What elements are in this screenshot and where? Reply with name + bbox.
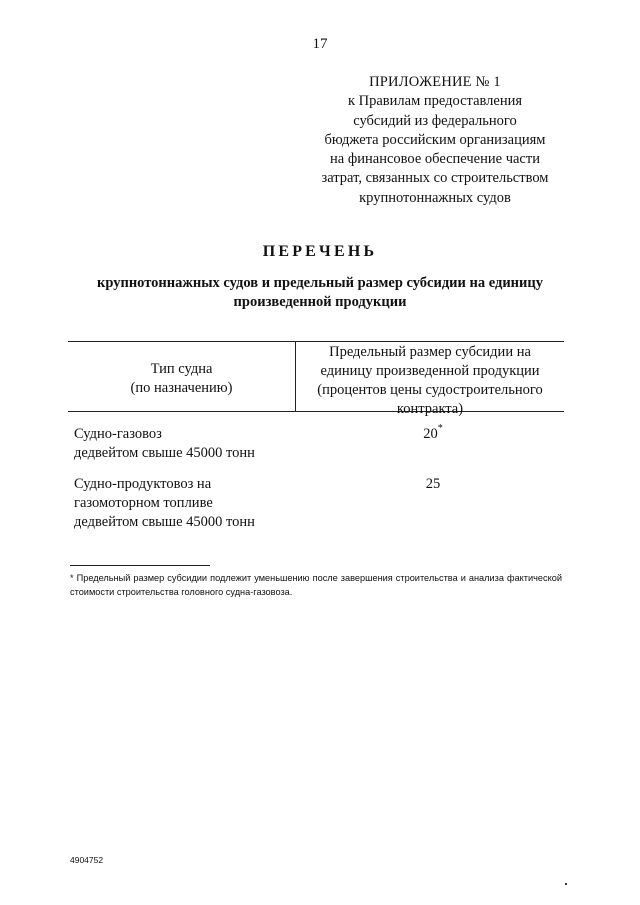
subheading-line: крупнотоннажных судов и предельный размер субсидии на единицу — [96, 275, 543, 291]
table-header — [68, 342, 564, 417]
document-heading: ПЕРЕЧЕНЬ — [262, 243, 378, 260]
header-size-line: контракта) — [396, 401, 464, 417]
row-name-line: газомоторном топливе — [74, 495, 213, 511]
appendix-block — [300, 73, 570, 208]
footnote-divider — [70, 565, 210, 566]
header-type-line: (по назначению) — [130, 379, 233, 396]
row-value-number: 20 — [423, 426, 438, 442]
subheading-line: произведенной продукции — [233, 294, 407, 310]
document-code: 4904752 — [70, 855, 104, 865]
scan-mark — [565, 883, 567, 885]
row-value-number: 25 — [425, 476, 441, 492]
page-number: 17 — [312, 36, 328, 52]
footnote-marker: * — [437, 423, 443, 434]
table-row — [74, 425, 564, 463]
row-vessel-name — [74, 425, 302, 463]
vessel-table — [68, 341, 564, 530]
row-subsidy-value — [302, 425, 564, 463]
row-subsidy-value — [302, 475, 564, 532]
header-type-line: Тип судна — [150, 360, 213, 377]
appendix-line: бюджета российским организациям — [324, 131, 546, 148]
row-name-line: дедвейтом свыше 45000 тонн — [74, 514, 255, 530]
footnote-text: * Предельный размер субсидии подлежит уменьшению после завершения строительства и анализа фактической стоимости строительства головного судна-газовоза. — [70, 573, 562, 597]
appendix-line: на финансовое обеспечение части — [330, 151, 540, 168]
appendix-title: ПРИЛОЖЕНИЕ № 1 — [369, 74, 501, 90]
header-size-line: единицу произведенной продукции — [320, 363, 540, 379]
appendix-line: к Правилам предоставления — [347, 93, 523, 110]
appendix-line: крупнотоннажных судов — [359, 189, 511, 206]
header-vessel-type — [68, 342, 296, 411]
row-name-line: Судно-газовоз — [74, 426, 162, 442]
row-name-line: дедвейтом свыше 45000 тонн — [74, 445, 255, 461]
header-size-line: (процентов цены судостроительного — [317, 382, 543, 398]
table-body — [74, 425, 564, 544]
header-subsidy-size — [296, 342, 564, 417]
appendix-line: затрат, связанных со строительством — [321, 170, 549, 187]
table-row — [74, 475, 564, 532]
row-name-line: Судно-продуктовоз на — [74, 476, 212, 492]
document-subheading — [70, 274, 570, 312]
row-vessel-name — [74, 475, 302, 532]
appendix-line: субсидий из федерального — [353, 112, 517, 129]
header-size-line: Предельный размер субсидии на — [329, 344, 531, 360]
